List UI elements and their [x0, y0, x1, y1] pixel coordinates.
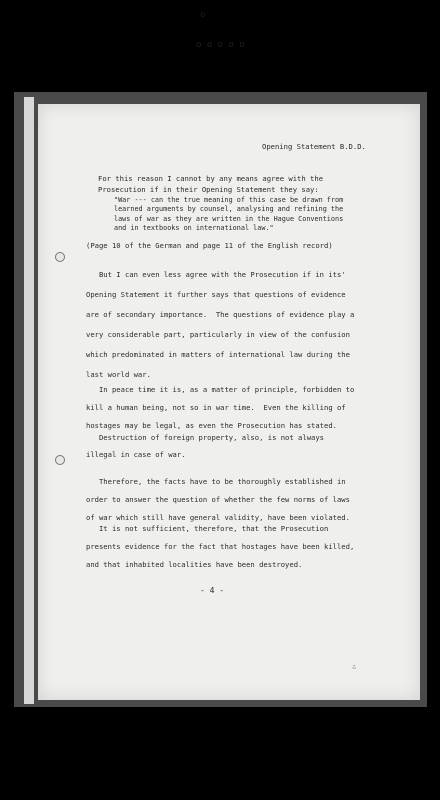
paragraph-2: But I can even less agree with the Prosecution if in its' Opening Statement it further says that questions of evidence are of secondary importance. The questions of evidence play a very considerable part, particularly in view of the confusion which predominated in matters of international law during the last world war. [86, 270, 355, 379]
punch-hole-top [55, 252, 65, 262]
paragraph-intro: For this reason I cannot by any means agree with the Prosecution if in their Opening Statement they say: [98, 174, 324, 194]
block-quote: "War --- can the true meaning of this case be drawn from learned arguments by counsel, analysing and refining the laws of war as they are written in the Hague Conventions and in textbooks on international law." [114, 196, 344, 233]
document-header: Opening Statement B.D.D. [262, 142, 366, 151]
paragraph-3: In peace time it is, as a matter of principle, forbidden to kill a human being, not so in war time. Even the killing of hostages may be legal, as even the Prosecution has stated. [86, 385, 355, 430]
paragraph-4: Destruction of foreign property, also, is not always illegal in case of war. [86, 433, 324, 459]
corner-mark: ∴ [352, 663, 357, 671]
paper-edge [24, 97, 34, 704]
paragraph-6: It is not sufficient, therefore, that the Prosecution presents evidence for the fact that hostages have been killed, and that inhabited localities have been destroyed. [86, 524, 355, 569]
top-mark-2: o o o o o [196, 40, 245, 50]
citation: (Page 10 of the German and page 11 of the English record) [86, 241, 333, 250]
paragraph-5: Therefore, the facts have to be thoroughly established in order to answer the question of whether the few norms of laws of war which still have general validity, have been violated. [86, 477, 350, 522]
page-number: - 4 - [200, 586, 225, 595]
punch-hole-bottom [55, 455, 65, 465]
top-mark-1: o [200, 10, 206, 20]
